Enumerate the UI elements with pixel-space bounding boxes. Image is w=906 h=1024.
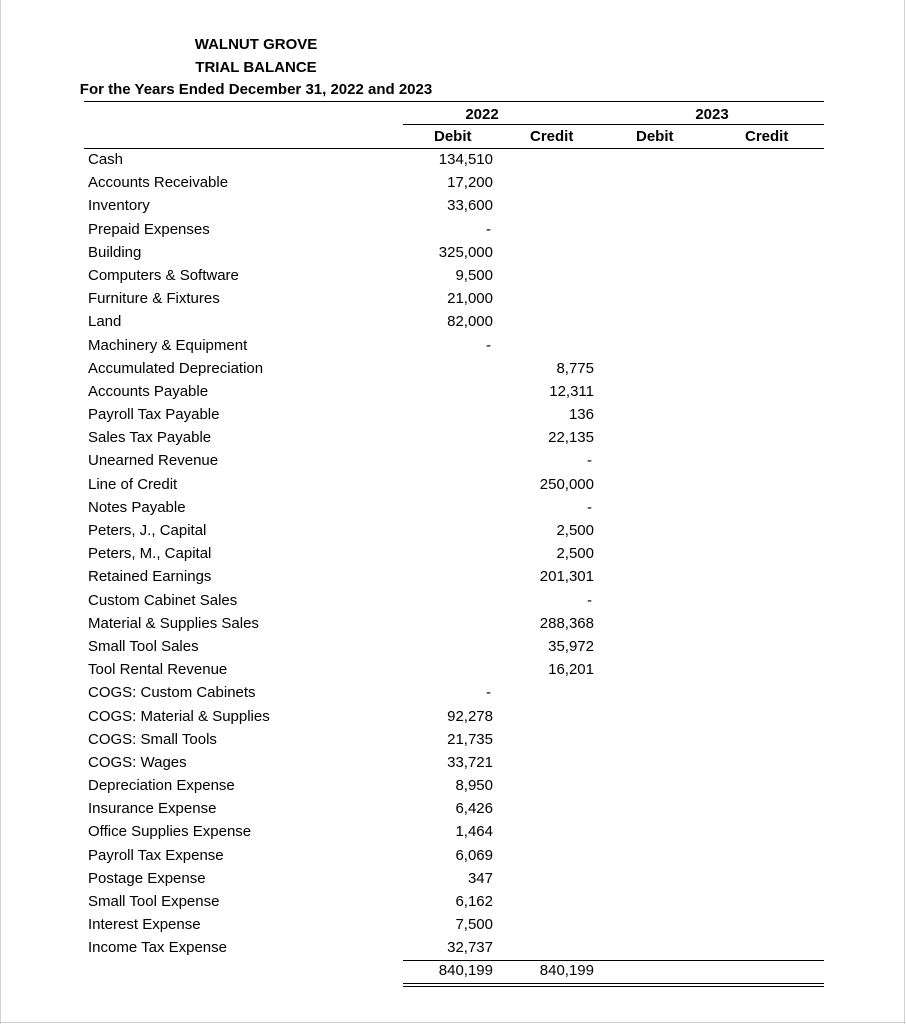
account-name: COGS: Wages xyxy=(88,753,187,771)
account-name: Land xyxy=(88,313,122,331)
credit-2022-value: 2,500 xyxy=(556,545,594,563)
debit-2022-value: 6,162 xyxy=(455,893,493,910)
credit-2022-heading: Credit xyxy=(530,128,574,145)
account-row xyxy=(0,522,906,545)
account-name: Machinery & Equipment xyxy=(88,336,248,354)
account-row xyxy=(0,731,906,754)
debit-2022-value: 33,721 xyxy=(447,753,493,771)
credit-2022-value: - xyxy=(587,591,592,609)
account-name: COGS: Material & Supplies xyxy=(88,707,270,725)
account-row xyxy=(0,592,906,615)
credit-2022-value: 35,972 xyxy=(548,637,594,655)
account-name: Inventory xyxy=(88,197,150,215)
report-title: TRIAL BALANCE xyxy=(195,59,317,76)
account-name: Sales Tax Payable xyxy=(88,429,212,447)
debit-2022-value: 6,426 xyxy=(455,800,493,818)
credit-2022-value: 16,201 xyxy=(548,661,594,679)
account-name: Small Tool Expense xyxy=(88,893,220,910)
debit-2023-heading: Debit xyxy=(636,128,674,145)
account-row xyxy=(0,290,906,313)
account-name: Prepaid Expenses xyxy=(88,220,210,238)
account-row xyxy=(0,244,906,267)
account-name: Peters, M., Capital xyxy=(88,545,212,563)
credit-2022-value: 201,301 xyxy=(539,568,594,586)
account-row xyxy=(0,383,906,406)
account-row xyxy=(0,615,906,638)
account-row xyxy=(0,754,906,777)
account-name: COGS: Small Tools xyxy=(88,730,217,748)
account-row xyxy=(0,916,906,939)
debit-2022-value: - xyxy=(486,220,491,238)
account-row xyxy=(0,476,906,499)
debit-2022-value: 325,000 xyxy=(438,243,493,261)
account-row xyxy=(0,684,906,707)
year-2022-heading: 2022 xyxy=(465,106,499,123)
account-name: Tool Rental Revenue xyxy=(88,661,228,679)
account-name: Retained Earnings xyxy=(88,568,212,586)
account-row xyxy=(0,638,906,661)
account-row xyxy=(0,429,906,452)
debit-2022-heading: Debit xyxy=(434,128,472,145)
account-name: Interest Expense xyxy=(88,916,201,934)
header-top-rule xyxy=(84,101,824,102)
account-name: Cash xyxy=(88,151,124,168)
account-row xyxy=(0,360,906,383)
credit-2023-heading: Credit xyxy=(745,128,789,145)
account-row xyxy=(0,499,906,522)
debit-2022-value: 7,500 xyxy=(455,916,493,934)
account-row xyxy=(0,174,906,197)
credit-2022-value: 136 xyxy=(568,406,594,424)
account-row xyxy=(0,545,906,568)
debit-2022-value: 21,000 xyxy=(447,290,493,308)
account-name: Accounts Payable xyxy=(88,382,209,400)
debit-2022-value: 32,737 xyxy=(447,939,493,957)
debit-2022-value: - xyxy=(486,336,491,354)
account-name: Accumulated Depreciation xyxy=(88,359,264,377)
account-name: Unearned Revenue xyxy=(88,452,219,470)
debit-2022-value: 92,278 xyxy=(447,707,493,725)
account-name: COGS: Custom Cabinets xyxy=(88,684,256,702)
debit-2022-value: 82,000 xyxy=(447,313,493,331)
account-name: Depreciation Expense xyxy=(88,777,235,795)
account-name: Accounts Receivable xyxy=(88,174,229,192)
debit-2022-value: 6,069 xyxy=(455,846,493,864)
account-row xyxy=(0,267,906,290)
credit-2022-value: 2,500 xyxy=(556,522,594,539)
account-row xyxy=(0,221,906,244)
debit-2022-value: 9,500 xyxy=(455,266,493,284)
account-row xyxy=(0,708,906,731)
account-row xyxy=(0,568,906,591)
credit-2022-value: 8,775 xyxy=(556,359,594,377)
account-row xyxy=(0,452,906,475)
credit-2022-value: 250,000 xyxy=(539,475,594,493)
account-row xyxy=(0,313,906,336)
account-name: Postage Expense xyxy=(88,869,206,887)
report-period: For the Years Ended December 31, 2022 and 2023 xyxy=(79,81,433,98)
account-name: Material & Supplies Sales xyxy=(88,614,259,632)
account-name: Peters, J., Capital xyxy=(88,522,207,539)
debit-2022-value: 1,464 xyxy=(455,823,493,841)
account-name: Computers & Software xyxy=(88,266,239,284)
account-name: Small Tool Sales xyxy=(88,637,199,655)
total-credit-2022: 840,199 xyxy=(539,962,594,979)
account-row xyxy=(0,197,906,220)
debit-2022-value: - xyxy=(486,684,491,702)
column-header-rule xyxy=(84,148,824,149)
credit-2022-value: 288,368 xyxy=(539,614,594,632)
debit-2022-value: 21,735 xyxy=(447,730,493,748)
company-name: WALNUT GROVE xyxy=(194,36,318,53)
credit-2022-value: - xyxy=(587,498,592,516)
debit-2022-value: 134,510 xyxy=(438,151,493,168)
year-2023-heading: 2023 xyxy=(695,106,729,123)
debit-2022-value: 33,600 xyxy=(447,197,493,215)
account-row xyxy=(0,823,906,846)
account-name: Income Tax Expense xyxy=(88,939,227,957)
account-name: Furniture & Fixtures xyxy=(88,290,220,308)
account-name: Building xyxy=(88,243,142,261)
credit-2022-value: - xyxy=(587,452,592,470)
credit-2022-value: 22,135 xyxy=(548,429,594,447)
account-row xyxy=(0,893,906,916)
account-name: Notes Payable xyxy=(88,498,186,516)
account-row xyxy=(0,406,906,429)
account-row xyxy=(0,151,906,174)
account-name: Office Supplies Expense xyxy=(88,823,252,841)
total-debit-2022: 840,199 xyxy=(438,962,493,979)
account-row xyxy=(0,337,906,360)
account-name: Payroll Tax Payable xyxy=(88,406,220,424)
totals-double-rule-1 xyxy=(403,983,824,984)
page-border-bottom xyxy=(0,1022,906,1023)
account-row xyxy=(0,847,906,870)
credit-2022-value: 12,311 xyxy=(549,382,594,400)
debit-2022-value: 17,200 xyxy=(447,174,493,192)
year-header-rule xyxy=(403,124,824,125)
account-name: Custom Cabinet Sales xyxy=(88,591,238,609)
account-name: Payroll Tax Expense xyxy=(88,846,224,864)
account-name: Line of Credit xyxy=(88,475,178,493)
totals-double-rule-2 xyxy=(403,986,824,987)
account-row xyxy=(0,800,906,823)
debit-2022-value: 8,950 xyxy=(455,777,493,795)
account-row xyxy=(0,777,906,800)
totals-top-rule xyxy=(403,960,824,961)
account-row xyxy=(0,661,906,684)
account-name: Insurance Expense xyxy=(88,800,217,818)
debit-2022-value: 347 xyxy=(467,869,493,887)
account-row xyxy=(0,870,906,893)
account-list xyxy=(0,151,906,963)
